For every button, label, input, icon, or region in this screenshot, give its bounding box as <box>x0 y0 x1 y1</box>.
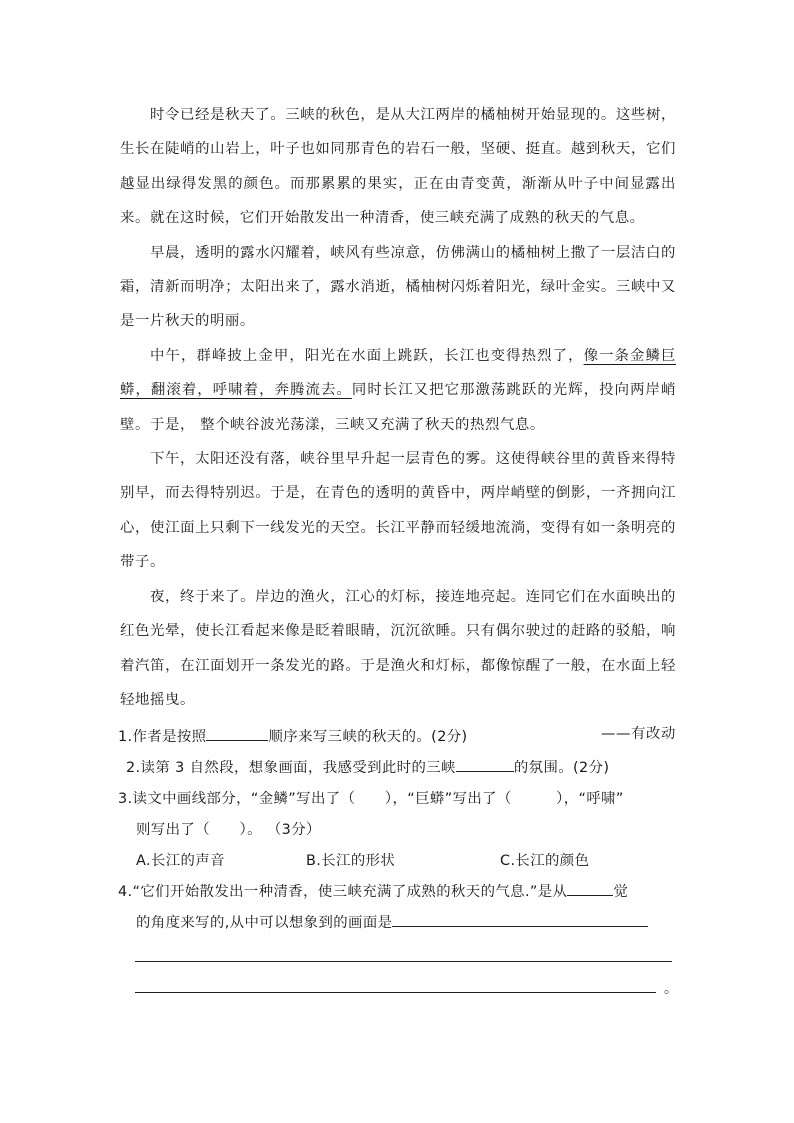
question-4 <box>118 877 678 908</box>
answer-blank-2[interactable] <box>456 755 514 772</box>
question-4-text-a: 4.“它们开始散发出一种清香，使三峡充满了成熟的秋天的气息.”是从 <box>118 884 568 900</box>
question-1 <box>118 722 678 753</box>
paragraph-4: 下午，太阳还没有落，峡谷里早升起一层青色的雾。这使得峡谷里的黄昏来得特别早，而去得特别迟。于是，在青色的透明的黄昏中，两岸峭壁的倒影，一齐拥向江心，使江面上只剩下一线发光的天空。长江平静而轻缓地流淌，变得有如一条明亮的带子。 <box>120 451 676 571</box>
answer-line-1[interactable] <box>135 961 672 962</box>
question-2 <box>118 753 678 784</box>
option-c[interactable]: C.长江的颜色 <box>500 853 590 869</box>
answer-blank-4a[interactable] <box>567 879 613 896</box>
question-4-text-b: 觉 <box>613 884 629 900</box>
paragraph-3 <box>120 339 676 442</box>
question-3: 3.读文中画线部分，“金鳞”写出了（ ），“巨蟒”写出了（ ），“呼啸” <box>118 791 624 807</box>
paragraph-3-start: 中午，群峰披上金甲，阳光在水面上跳跃，长江也变得热烈了， <box>150 347 584 364</box>
question-3-continued: 则写出了（ ）。 （3分） <box>136 822 321 838</box>
paragraph-5: 夜，终于来了。岸边的渔火，江心的灯标，接连地亮起。连同它们在水面映出的红色光晕，使长江看起来像是眨着眼睛，沉沉欲睡。只有偶尔驶过的赶路的驳船，响着汽笛，在江面划开一条发光的路。于是渔火和灯标，都像惊醒了一般，在水面上轻轻地摇曳。 <box>120 588 676 708</box>
paragraph-1: 时令已经是秋天了。三峡的秋色，是从大江两岸的橘柚树开始显现的。这些树，生长在陡峭的山岩上，叶子也如同那青色的岩石一般，坚硬、挺直。越到秋天，它们越显出绿得发黑的颜色。而那累累的果实，正在由青变黄，渐渐从叶子中间显露出来。就在这时候，它们开始散发出一种清香，使三峡充满了成熟的秋天的气息。 <box>120 107 676 227</box>
question-1-text-a: 1.作者是按照 <box>118 729 207 745</box>
question-section <box>118 722 678 939</box>
answer-line-2[interactable] <box>135 992 656 993</box>
question-2-text-a: 2.读第 3 自然段，想象画面，我感受到此时的三峡 <box>126 760 456 776</box>
option-a[interactable]: A.长江的声音 <box>136 853 225 869</box>
question-2-text-b: 的氛围。(2分) <box>513 760 610 776</box>
option-b[interactable]: B.长江的形状 <box>306 853 396 869</box>
answer-blank-1[interactable] <box>206 724 268 741</box>
reading-passage <box>120 98 676 751</box>
question-3-options <box>118 846 678 877</box>
question-4-continued <box>118 908 678 939</box>
question-4-text-c: 的角度来写的,从中可以想象到的画面是 <box>136 915 393 931</box>
source-note: ——有改动 <box>601 726 676 743</box>
answer-blank-4b[interactable] <box>392 910 648 927</box>
underlined-sentence: 像一条金鳞巨蟒，翻滚着，呼啸着，奔腾流去。 <box>120 347 676 399</box>
closing-period: 。 <box>664 981 678 997</box>
paragraph-2: 早晨，透明的露水闪耀着，峡风有些凉意，仿佛满山的橘柚树上撒了一层洁白的霜，清新而明净；太阳出来了，露水消逝，橘柚树闪烁着阳光，绿叶金实。三峡中又是一片秋天的明丽。 <box>120 244 676 330</box>
question-1-text-b: 顺序来写三峡的秋天的。(2分) <box>268 729 468 745</box>
paragraph-3-end: 同时长江又把它那激荡跳跃的光辉，投向两岸峭壁。于是， 整个峡谷波光荡漾，三峡又充满了秋天的热烈气息。 <box>120 382 676 433</box>
